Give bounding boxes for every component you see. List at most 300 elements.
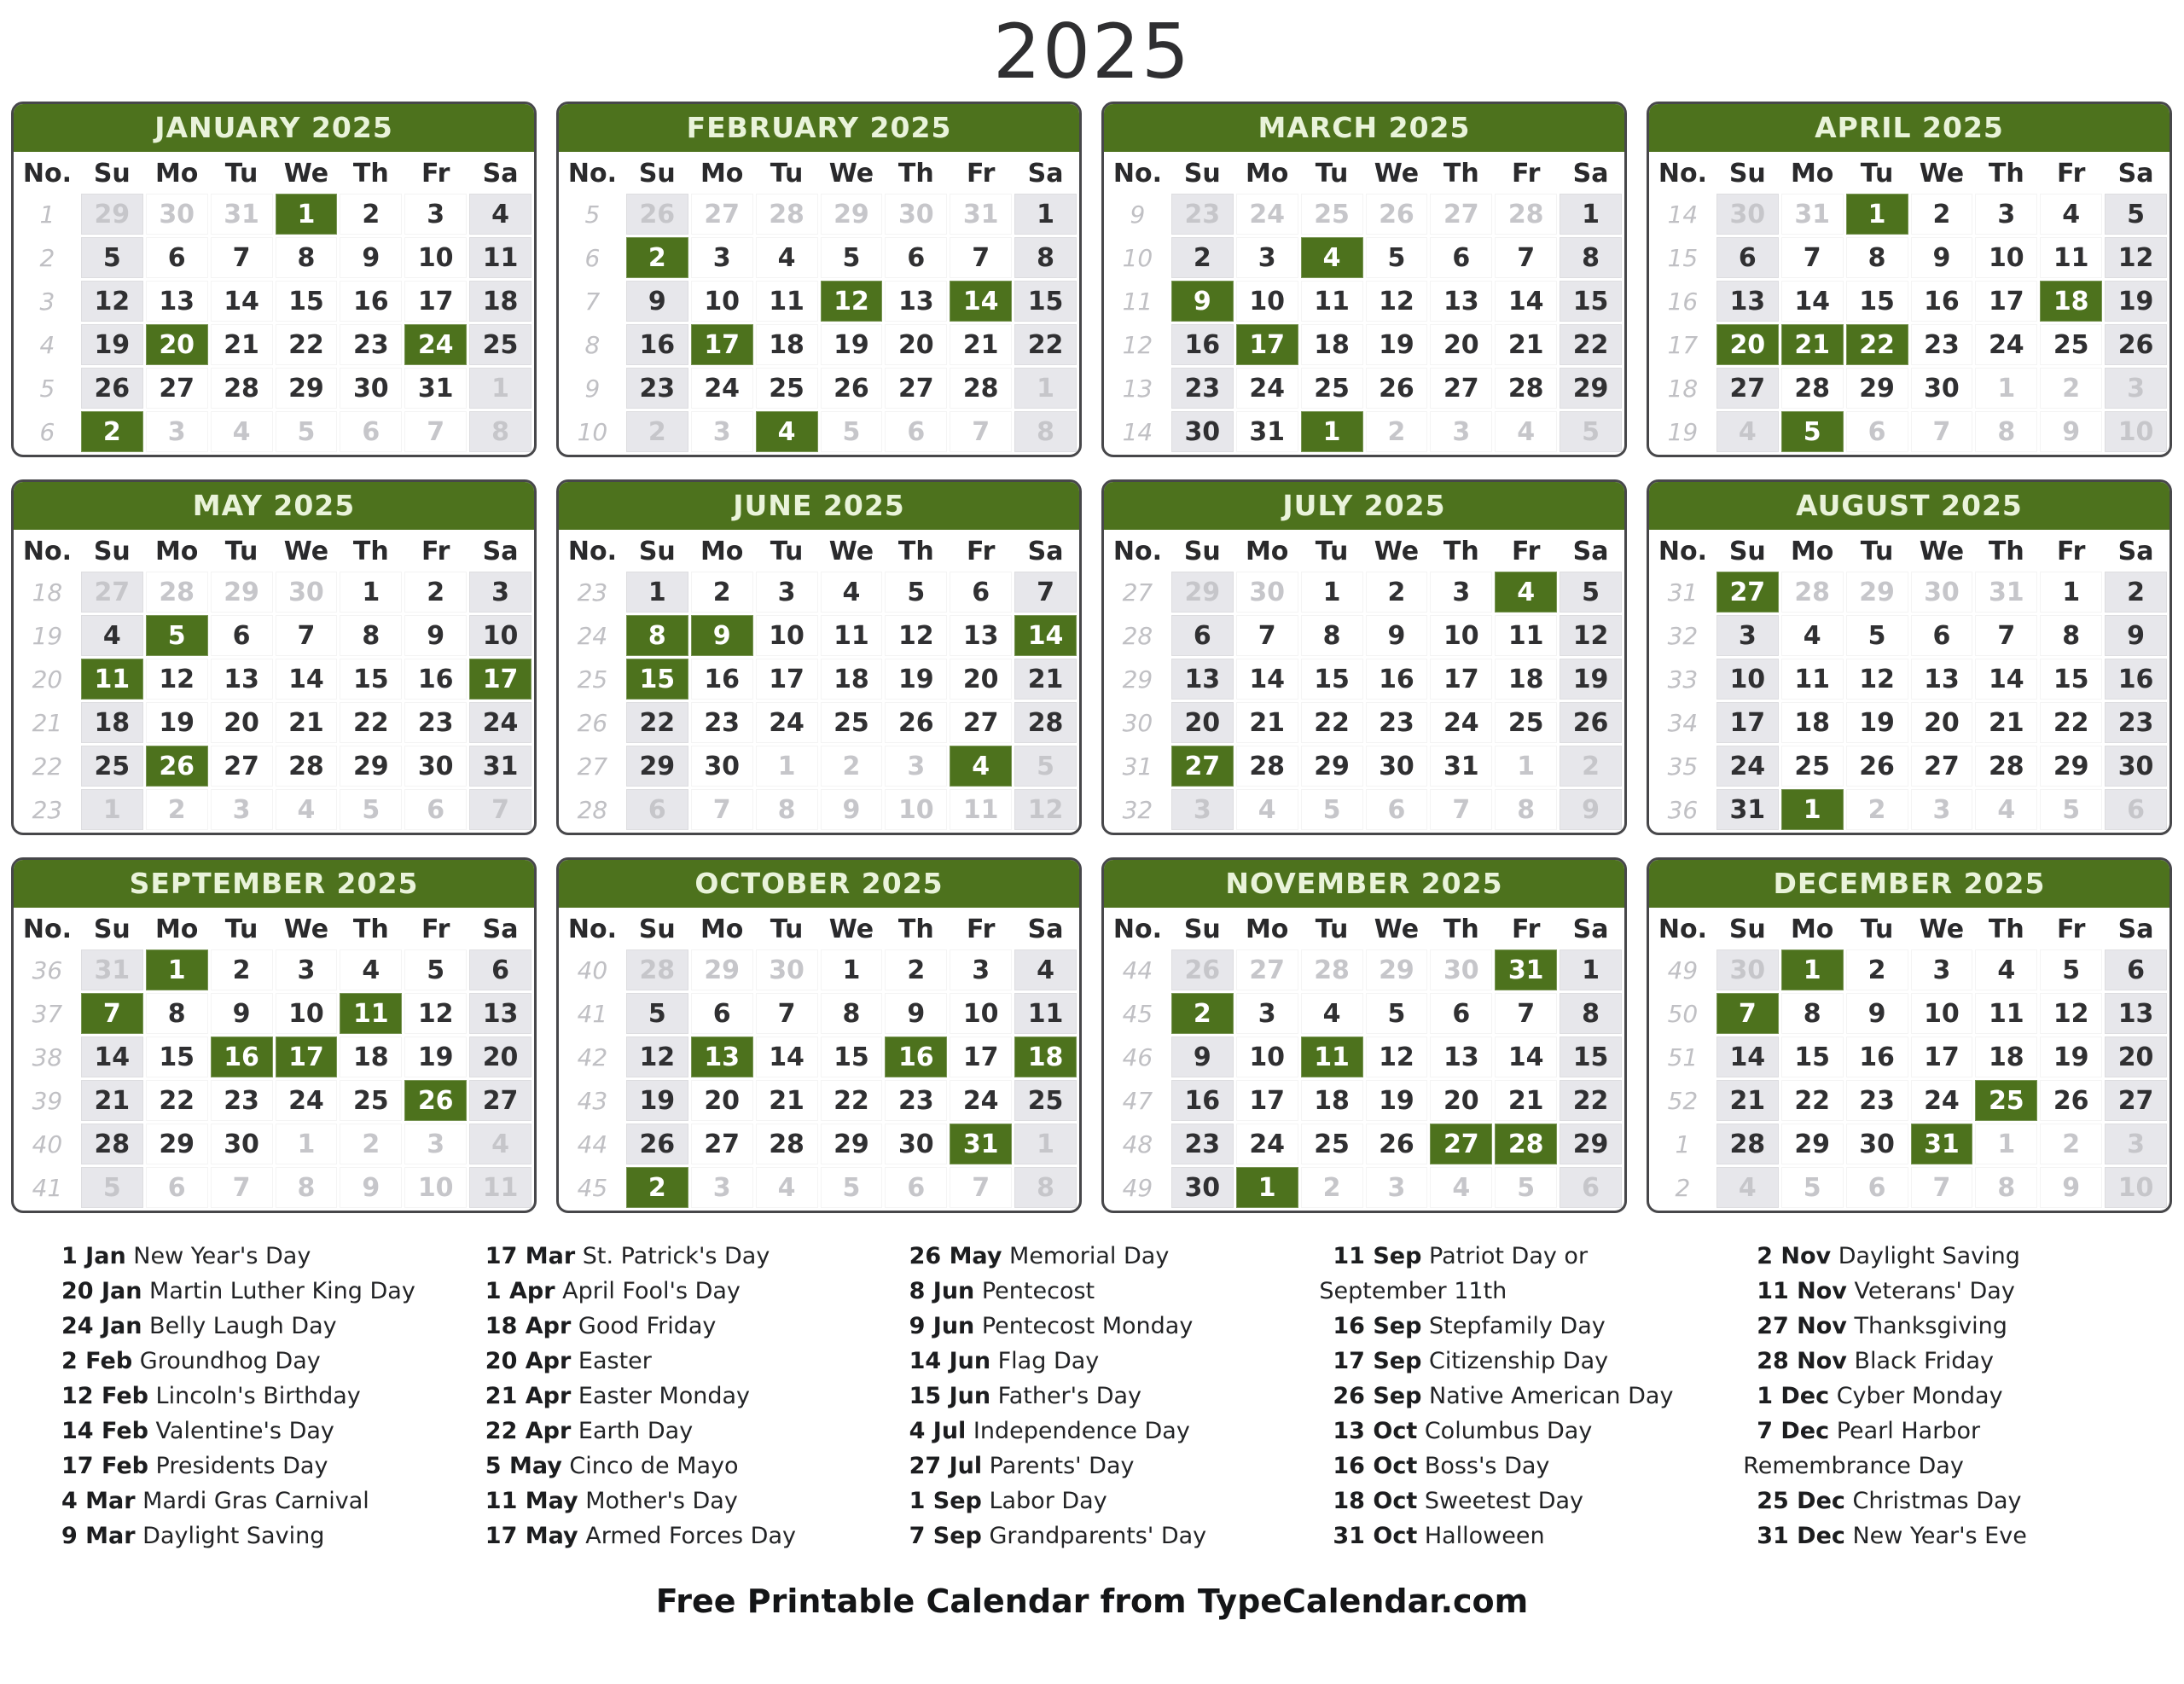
weekday-header: We — [1366, 533, 1428, 569]
day-cell: 10 — [2105, 411, 2167, 452]
day-cell: 24 — [1975, 324, 2037, 365]
holiday-item: 2 Feb Groundhog Day — [61, 1348, 321, 1375]
day-cell: 2 — [340, 1124, 402, 1164]
weekday-header: Th — [1430, 533, 1492, 569]
day-cell: 7 — [691, 789, 753, 830]
day-cell: 6 — [885, 411, 947, 452]
day-cell: 19 — [626, 1080, 688, 1121]
month-title: MAY 2025 — [14, 482, 534, 530]
day-cell: 11 — [469, 237, 531, 278]
day-cell: 25 — [1975, 1080, 2037, 1121]
week-row — [1107, 281, 1622, 322]
day-cell: 18 — [821, 659, 883, 700]
day-cell: 31 — [81, 949, 143, 990]
day-cell: 15 — [1781, 1037, 1844, 1077]
day-cell: 4 — [1236, 789, 1298, 830]
weekday-header: Th — [885, 155, 947, 191]
day-cell: 19 — [404, 1037, 467, 1077]
weekday-header: Su — [81, 911, 143, 947]
day-cell: 13 — [885, 281, 947, 322]
day-cell: 7 — [1781, 237, 1844, 278]
day-cell: 18 — [2040, 281, 2102, 322]
day-cell: 6 — [1560, 1167, 1622, 1208]
week-number: 45 — [1107, 993, 1169, 1034]
day-cell: 24 — [1716, 746, 1779, 787]
holiday-date: 28 Nov — [1757, 1348, 1847, 1375]
day-cell: 29 — [1171, 572, 1234, 613]
holiday-item: 1 Sep Labor Day — [909, 1488, 1107, 1515]
month-table — [1104, 531, 1624, 833]
day-cell: 16 — [626, 324, 688, 365]
day-cell: 14 — [276, 659, 338, 700]
day-cell: 21 — [1975, 702, 2037, 743]
month-title: AUGUST 2025 — [1649, 482, 2169, 530]
day-cell: 9 — [1171, 281, 1234, 322]
month-card-august — [1647, 479, 2172, 835]
day-cell: 22 — [1014, 324, 1077, 365]
week-number-header: No. — [561, 155, 624, 191]
week-number: 34 — [1652, 702, 1714, 743]
holiday-item: 2 Nov Daylight Saving — [1757, 1243, 2020, 1270]
day-cell: 15 — [1560, 1037, 1622, 1077]
week-number: 8 — [561, 324, 624, 365]
weekday-header: Tu — [1301, 911, 1363, 947]
day-cell: 2 — [146, 789, 208, 830]
day-cell: 26 — [2040, 1080, 2102, 1121]
day-cell: 25 — [340, 1080, 402, 1121]
week-number: 36 — [16, 949, 78, 990]
day-cell: 23 — [1171, 194, 1234, 235]
holiday-date: 2 Feb — [61, 1348, 133, 1375]
week-row — [1107, 789, 1622, 830]
weekday-header: Mo — [146, 155, 208, 191]
holiday-item: 9 Mar Daylight Saving — [61, 1523, 325, 1550]
day-cell: 28 — [1014, 702, 1077, 743]
weekday-header: Tu — [756, 911, 818, 947]
weekday-header: Su — [626, 155, 688, 191]
day-cell: 3 — [1236, 237, 1298, 278]
day-cell: 2 — [1560, 746, 1622, 787]
day-cell: 10 — [1911, 993, 1973, 1034]
week-row — [1107, 194, 1622, 235]
day-cell: 8 — [276, 237, 338, 278]
day-cell: 14 — [1495, 281, 1557, 322]
weekday-header: Fr — [1495, 911, 1557, 947]
week-number: 12 — [1107, 324, 1169, 365]
day-cell: 10 — [404, 1167, 467, 1208]
holiday-date: 9 Mar — [61, 1523, 136, 1550]
week-number-header: No. — [1652, 533, 1714, 569]
day-cell: 2 — [2040, 1124, 2102, 1164]
day-cell: 15 — [626, 659, 688, 700]
day-cell: 7 — [1236, 615, 1298, 656]
week-number: 18 — [1652, 368, 1714, 409]
day-cell: 5 — [626, 993, 688, 1034]
day-cell: 26 — [1366, 194, 1428, 235]
day-cell: 16 — [691, 659, 753, 700]
day-cell: 20 — [1430, 324, 1492, 365]
day-cell: 29 — [691, 949, 753, 990]
week-row — [1652, 993, 2167, 1034]
day-cell: 21 — [81, 1080, 143, 1121]
day-cell: 11 — [81, 659, 143, 700]
day-cell: 8 — [146, 993, 208, 1034]
day-cell: 20 — [146, 324, 208, 365]
day-cell: 3 — [950, 949, 1012, 990]
weekday-header: Tu — [756, 155, 818, 191]
day-cell: 4 — [211, 411, 273, 452]
day-cell: 4 — [1301, 237, 1363, 278]
day-cell: 29 — [2040, 746, 2102, 787]
day-cell: 12 — [146, 659, 208, 700]
day-cell: 4 — [1781, 615, 1844, 656]
week-number: 5 — [16, 368, 78, 409]
weekday-header: Fr — [2040, 533, 2102, 569]
weekday-header: Sa — [1014, 155, 1077, 191]
month-table — [1649, 909, 2169, 1211]
day-cell: 26 — [404, 1080, 467, 1121]
weekday-header: Su — [1171, 533, 1234, 569]
holiday-item: 16 Oct Boss's Day — [1333, 1453, 1550, 1480]
week-number: 49 — [1652, 949, 1714, 990]
day-cell: 11 — [950, 789, 1012, 830]
week-number: 32 — [1652, 615, 1714, 656]
week-row — [1652, 281, 2167, 322]
holiday-date: 4 Jul — [909, 1418, 967, 1445]
day-cell: 3 — [1430, 411, 1492, 452]
month-table — [1104, 909, 1624, 1211]
weekday-header: Mo — [146, 533, 208, 569]
day-cell: 2 — [1171, 993, 1234, 1034]
day-cell: 5 — [1366, 237, 1428, 278]
week-row — [1107, 572, 1622, 613]
week-row — [561, 368, 1077, 409]
day-cell: 2 — [691, 572, 753, 613]
weekday-header: Tu — [211, 155, 273, 191]
day-cell: 2 — [1846, 789, 1908, 830]
week-row — [1652, 949, 2167, 990]
week-number: 7 — [561, 281, 624, 322]
day-cell: 14 — [1716, 1037, 1779, 1077]
page-title: 2025 — [993, 8, 1191, 96]
week-row — [1652, 411, 2167, 452]
holiday-date: 27 Nov — [1757, 1313, 1847, 1340]
month-card-february — [556, 102, 1082, 457]
day-cell: 1 — [146, 949, 208, 990]
holiday-date: 20 Jan — [61, 1278, 142, 1305]
day-cell: 3 — [2105, 368, 2167, 409]
day-cell: 1 — [1495, 746, 1557, 787]
day-cell: 7 — [1014, 572, 1077, 613]
day-cell: 27 — [885, 368, 947, 409]
day-cell: 2 — [1171, 237, 1234, 278]
day-cell: 13 — [211, 659, 273, 700]
day-cell: 8 — [1301, 615, 1363, 656]
day-cell: 18 — [1975, 1037, 2037, 1077]
day-cell: 12 — [626, 1037, 688, 1077]
day-cell: 27 — [691, 194, 753, 235]
day-cell: 5 — [1560, 572, 1622, 613]
week-row — [16, 368, 531, 409]
holiday-date: 22 Apr — [485, 1418, 572, 1445]
week-row — [561, 659, 1077, 700]
day-cell: 23 — [885, 1080, 947, 1121]
week-row — [561, 1037, 1077, 1077]
week-number: 25 — [561, 659, 624, 700]
week-number: 15 — [1652, 237, 1714, 278]
day-cell: 9 — [211, 993, 273, 1034]
day-cell: 7 — [1911, 411, 1973, 452]
day-cell: 6 — [2105, 789, 2167, 830]
week-row — [1652, 746, 2167, 787]
day-cell: 8 — [756, 789, 818, 830]
weekday-header: Mo — [1236, 155, 1298, 191]
day-cell: 10 — [1236, 1037, 1298, 1077]
weekday-header: Sa — [469, 155, 531, 191]
weekday-header: Fr — [950, 155, 1012, 191]
weekday-header: Tu — [756, 533, 818, 569]
day-cell: 28 — [950, 368, 1012, 409]
day-cell: 20 — [885, 324, 947, 365]
day-cell: 15 — [276, 281, 338, 322]
day-cell: 26 — [1366, 1124, 1428, 1164]
day-cell: 18 — [469, 281, 531, 322]
day-cell: 4 — [950, 746, 1012, 787]
day-cell: 30 — [276, 572, 338, 613]
day-cell: 31 — [1716, 789, 1779, 830]
day-cell: 12 — [885, 615, 947, 656]
weekday-header: We — [276, 911, 338, 947]
week-number: 45 — [561, 1167, 624, 1208]
holiday-list — [48, 1239, 2136, 1553]
week-row — [16, 949, 531, 990]
day-cell: 26 — [821, 368, 883, 409]
day-cell: 4 — [2040, 194, 2102, 235]
holiday-item: 9 Jun Pentecost Monday — [909, 1313, 1194, 1340]
day-cell: 15 — [340, 659, 402, 700]
day-cell: 15 — [146, 1037, 208, 1077]
day-cell: 4 — [756, 237, 818, 278]
week-row — [16, 411, 531, 452]
month-title: JANUARY 2025 — [14, 104, 534, 152]
holiday-date: 11 Sep — [1333, 1243, 1422, 1270]
week-row — [1107, 746, 1622, 787]
day-cell: 17 — [1236, 324, 1298, 365]
weekday-header: We — [1911, 533, 1973, 569]
day-cell: 14 — [81, 1037, 143, 1077]
week-number-header: No. — [1107, 155, 1169, 191]
day-cell: 23 — [404, 702, 467, 743]
week-row — [561, 1124, 1077, 1164]
day-cell: 3 — [1911, 789, 1973, 830]
week-row — [16, 572, 531, 613]
day-cell: 2 — [1366, 411, 1428, 452]
day-cell: 11 — [756, 281, 818, 322]
month-table — [559, 909, 1079, 1211]
week-row — [1107, 949, 1622, 990]
day-cell: 10 — [756, 615, 818, 656]
week-row — [561, 993, 1077, 1034]
week-number: 46 — [1107, 1037, 1169, 1077]
day-cell: 9 — [821, 789, 883, 830]
day-cell: 23 — [691, 702, 753, 743]
day-cell: 31 — [404, 368, 467, 409]
month-card-april — [1647, 102, 2172, 457]
day-cell: 24 — [1236, 368, 1298, 409]
day-cell: 23 — [340, 324, 402, 365]
week-number: 37 — [16, 993, 78, 1034]
weekday-header: Sa — [1560, 911, 1622, 947]
day-cell: 28 — [1716, 1124, 1779, 1164]
day-cell: 22 — [2040, 702, 2102, 743]
day-cell: 1 — [469, 368, 531, 409]
day-cell: 19 — [821, 324, 883, 365]
day-cell: 28 — [756, 194, 818, 235]
day-cell: 20 — [691, 1080, 753, 1121]
holiday-date: 4 Mar — [61, 1488, 136, 1515]
weekday-header: Fr — [404, 533, 467, 569]
week-number-header: No. — [1107, 911, 1169, 947]
day-cell: 4 — [821, 572, 883, 613]
week-row — [1107, 368, 1622, 409]
holiday-item: 13 Oct Columbus Day — [1333, 1418, 1593, 1445]
day-cell: 6 — [1430, 993, 1492, 1034]
day-cell: 30 — [1430, 949, 1492, 990]
day-cell: 2 — [404, 572, 467, 613]
day-cell: 31 — [950, 194, 1012, 235]
day-cell: 28 — [1236, 746, 1298, 787]
day-cell: 12 — [1560, 615, 1622, 656]
week-row — [1652, 659, 2167, 700]
day-cell: 3 — [1975, 194, 2037, 235]
week-number: 21 — [16, 702, 78, 743]
day-cell: 15 — [1014, 281, 1077, 322]
holiday-date: 16 Sep — [1333, 1313, 1422, 1340]
day-cell: 6 — [404, 789, 467, 830]
day-cell: 31 — [1911, 1124, 1973, 1164]
weekday-header: We — [821, 533, 883, 569]
day-cell: 5 — [821, 411, 883, 452]
weekday-header: Tu — [211, 533, 273, 569]
month-title: JUNE 2025 — [559, 482, 1079, 530]
weekday-header: Mo — [1781, 911, 1844, 947]
week-row — [1652, 1124, 2167, 1164]
weekday-header: Mo — [1236, 911, 1298, 947]
month-table — [1649, 153, 2169, 455]
day-cell: 1 — [1975, 368, 2037, 409]
day-cell: 8 — [1560, 237, 1622, 278]
day-cell: 2 — [2105, 572, 2167, 613]
week-number-header: No. — [1652, 155, 1714, 191]
weekday-header: Th — [1975, 155, 2037, 191]
day-cell: 27 — [1716, 368, 1779, 409]
day-cell: 2 — [885, 949, 947, 990]
day-cell: 19 — [2040, 1037, 2102, 1077]
day-cell: 27 — [1236, 949, 1298, 990]
week-number: 10 — [1107, 237, 1169, 278]
week-number: 48 — [1107, 1124, 1169, 1164]
day-cell: 28 — [276, 746, 338, 787]
week-number: 23 — [561, 572, 624, 613]
month-table — [14, 909, 534, 1211]
weekday-header: Th — [885, 911, 947, 947]
week-row — [1652, 194, 2167, 235]
holiday-date: 16 Oct — [1333, 1453, 1418, 1480]
day-cell: 9 — [626, 281, 688, 322]
day-cell: 12 — [2040, 993, 2102, 1034]
day-cell: 16 — [1366, 659, 1428, 700]
weekday-header: Su — [1716, 155, 1779, 191]
week-number: 22 — [16, 746, 78, 787]
day-cell: 18 — [1301, 1080, 1363, 1121]
week-row — [561, 702, 1077, 743]
week-number: 41 — [16, 1167, 78, 1208]
day-cell: 3 — [211, 789, 273, 830]
week-number: 41 — [561, 993, 624, 1034]
day-cell: 24 — [1236, 194, 1298, 235]
weekday-header: Su — [1171, 911, 1234, 947]
weekday-header: Su — [626, 911, 688, 947]
day-cell: 28 — [756, 1124, 818, 1164]
day-cell: 29 — [211, 572, 273, 613]
week-row — [1652, 1167, 2167, 1208]
day-cell: 29 — [340, 746, 402, 787]
day-cell: 3 — [276, 949, 338, 990]
day-cell: 10 — [469, 615, 531, 656]
week-row — [561, 572, 1077, 613]
day-cell: 10 — [885, 789, 947, 830]
day-cell: 25 — [1495, 702, 1557, 743]
week-row — [561, 194, 1077, 235]
day-cell: 6 — [885, 1167, 947, 1208]
day-cell: 30 — [756, 949, 818, 990]
day-cell: 27 — [950, 702, 1012, 743]
holiday-date: 31 Oct — [1333, 1523, 1418, 1550]
day-cell: 11 — [1495, 615, 1557, 656]
month-table — [1649, 531, 2169, 833]
week-row — [16, 702, 531, 743]
day-cell: 3 — [146, 411, 208, 452]
weekday-header: Su — [1716, 911, 1779, 947]
day-cell: 1 — [1236, 1167, 1298, 1208]
day-cell: 29 — [1781, 1124, 1844, 1164]
week-row — [1107, 702, 1622, 743]
day-cell: 15 — [1846, 281, 1908, 322]
weekday-header: Fr — [1495, 155, 1557, 191]
day-cell: 21 — [1495, 1080, 1557, 1121]
holiday-date: 13 Oct — [1333, 1418, 1418, 1445]
day-cell: 7 — [276, 615, 338, 656]
day-cell: 26 — [1366, 368, 1428, 409]
day-cell: 1 — [340, 572, 402, 613]
day-cell: 14 — [1236, 659, 1298, 700]
day-cell: 15 — [1301, 659, 1363, 700]
day-cell: 22 — [1846, 324, 1908, 365]
holiday-item: 26 Sep Native American Day — [1333, 1383, 1674, 1410]
month-card-march — [1101, 102, 1627, 457]
week-number: 31 — [1652, 572, 1714, 613]
day-cell: 20 — [1430, 1080, 1492, 1121]
day-cell: 28 — [1301, 949, 1363, 990]
day-cell: 12 — [821, 281, 883, 322]
day-cell: 20 — [1171, 702, 1234, 743]
day-cell: 17 — [404, 281, 467, 322]
holiday-item: 20 Apr Easter — [485, 1348, 652, 1375]
day-cell: 28 — [1975, 746, 2037, 787]
week-number: 6 — [16, 411, 78, 452]
day-cell: 29 — [1560, 368, 1622, 409]
day-cell: 9 — [340, 237, 402, 278]
